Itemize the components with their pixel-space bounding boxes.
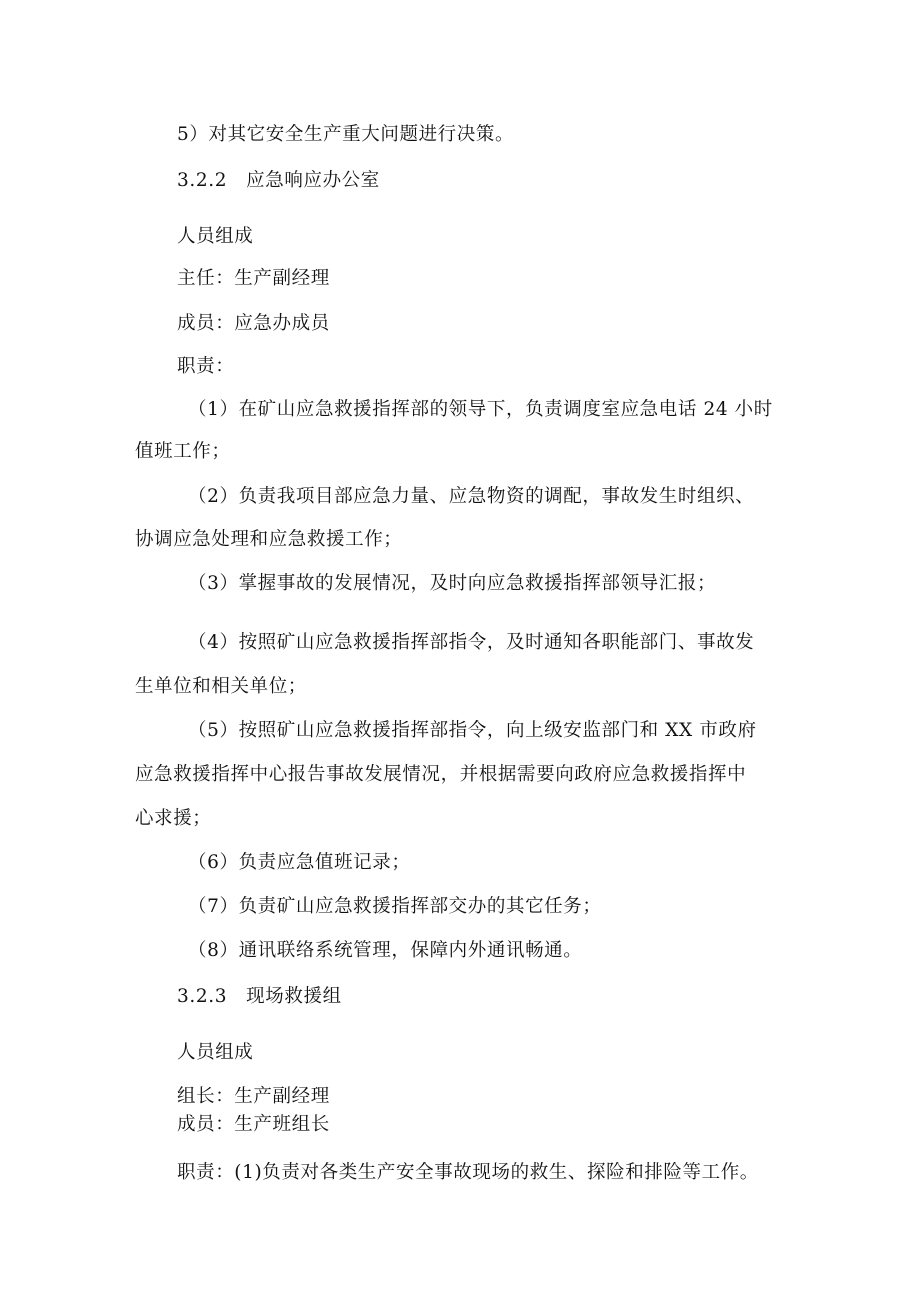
text-line: 职责：(1)负责对各类生产安全事故现场的救生、探险和排险等工作。 <box>177 1162 759 1183</box>
section-heading: 3.2.3 现场救援组 <box>177 986 342 1007</box>
text-line: 职责： <box>177 356 235 377</box>
text-line: 5）对其它安全生产重大问题进行决策。 <box>177 124 515 145</box>
text-line: 应急救援指挥中心报告事故发展情况，并根据需要向政府应急救援指挥中 <box>135 764 747 785</box>
text-line: （8）通讯联络系统管理，保障内外通讯畅通。 <box>188 940 583 961</box>
text-line: 组长：生产副经理 <box>177 1086 330 1107</box>
text-line: 值班工作； <box>135 441 231 462</box>
text-line: 心求援； <box>135 808 212 829</box>
text-line: 协调应急处理和应急救援工作； <box>135 529 403 550</box>
text-line: （4）按照矿山应急救援指挥部指令，及时通知各职能部门、事故发 <box>188 632 755 653</box>
text-line: （1）在矿山应急救援指挥部的领导下，负责调度室应急电话 24 小时 <box>188 399 773 420</box>
text-line: （2）负责我项目部应急力量、应急物资的调配，事故发生时组织、 <box>188 486 755 507</box>
text-line: 主任：生产副经理 <box>177 268 330 289</box>
text-line: （5）按照矿山应急救援指挥部指令，向上级安监部门和 XX 市政府 <box>188 720 757 741</box>
text-line: 生单位和相关单位； <box>135 676 307 697</box>
text-line: （3）掌握事故的发展情况，及时向应急救援指挥部领导汇报； <box>188 573 717 594</box>
text-line: 成员：应急办成员 <box>177 313 330 334</box>
text-line: （6）负责应急值班记录； <box>188 852 411 873</box>
text-line: 成员：生产班组长 <box>177 1114 330 1135</box>
section-heading: 3.2.2 应急响应办公室 <box>177 170 380 191</box>
text-line: 人员组成 <box>177 226 254 247</box>
text-line: 人员组成 <box>177 1042 254 1063</box>
text-line: （7）负责矿山应急救援指挥部交办的其它任务； <box>188 896 602 917</box>
